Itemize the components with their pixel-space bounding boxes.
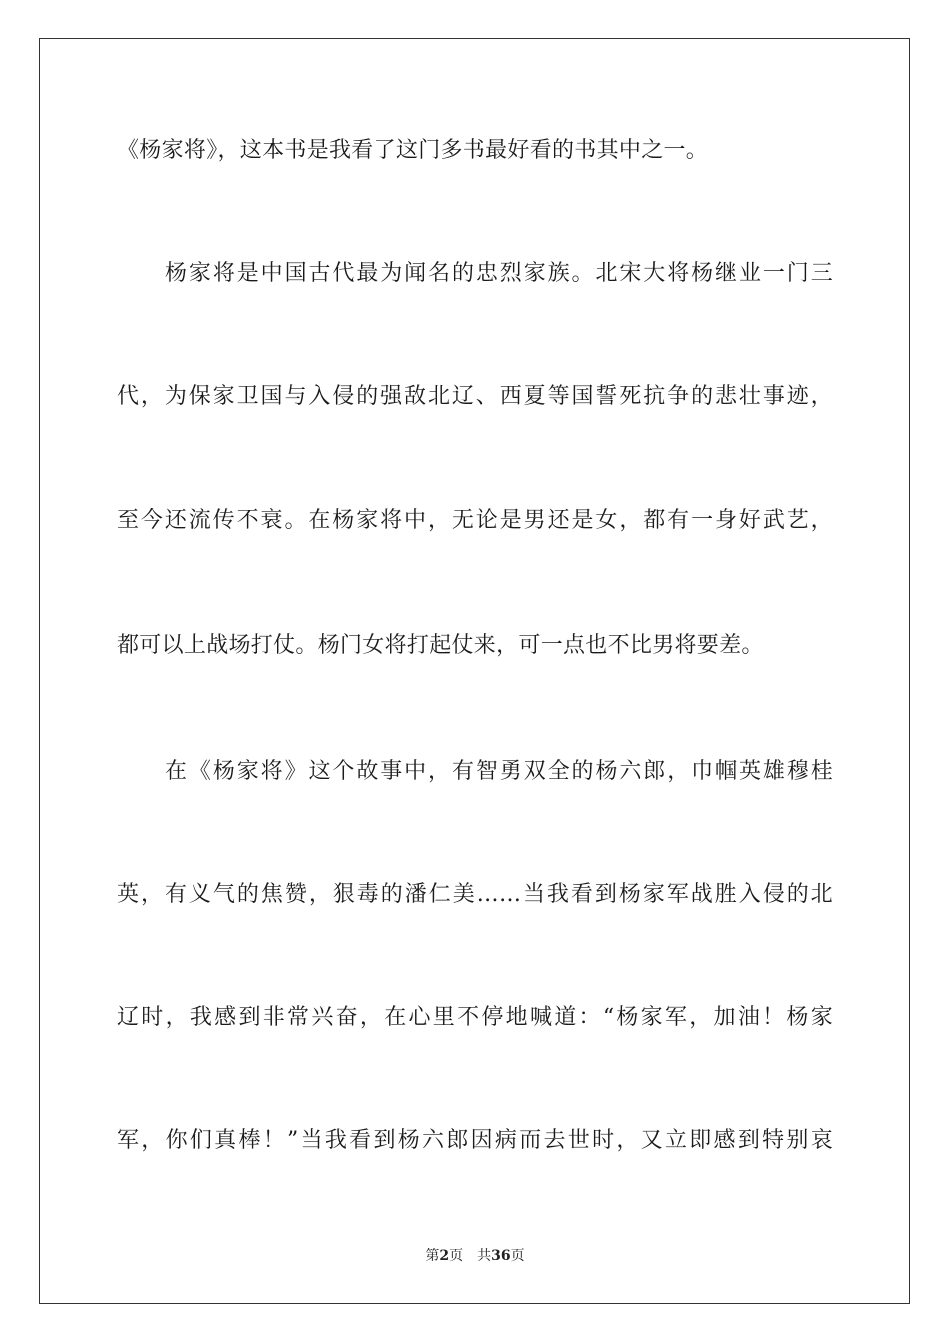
text-line: 在《杨家将》这个故事中，有智勇双全的杨六郎，巾帼英雄穆桂 — [165, 759, 833, 784]
text-line: 至今还流传不衰。在杨家将中，无论是男还是女，都有一身好武艺， — [117, 508, 833, 533]
text-line: 代，为保家卫国与入侵的强敌北辽、西夏等国誓死抗争的悲壮事迹， — [117, 384, 833, 409]
text-line: 《杨家将》，这本书是我看了这门多书最好看的书其中之一。 — [117, 138, 709, 163]
page-number: 2 — [439, 1248, 450, 1264]
total-prefix: 共 — [477, 1248, 492, 1264]
text-line: 军，你们真棒！”当我看到杨六郎因病而去世时，又立即感到特别哀 — [117, 1128, 833, 1153]
text-line: 辽时，我感到非常兴奋，在心里不停地喊道：“杨家军，加油！杨家 — [117, 1005, 833, 1030]
page-footer — [0, 1246, 950, 1266]
page-suffix: 页 — [449, 1248, 464, 1264]
page-prefix: 第 — [425, 1248, 440, 1264]
text-line: 都可以上战场打仗。杨门女将打起仗来，可一点也不比男将要差。 — [117, 633, 764, 658]
total-pages: 36 — [491, 1248, 511, 1264]
page-border — [39, 38, 910, 1304]
total-suffix: 页 — [510, 1248, 525, 1264]
text-line: 英，有义气的焦赞，狠毒的潘仁美……当我看到杨家军战胜入侵的北 — [117, 882, 833, 907]
text-line: 杨家将是中国古代最为闻名的忠烈家族。北宋大将杨继业一门三 — [165, 261, 833, 286]
